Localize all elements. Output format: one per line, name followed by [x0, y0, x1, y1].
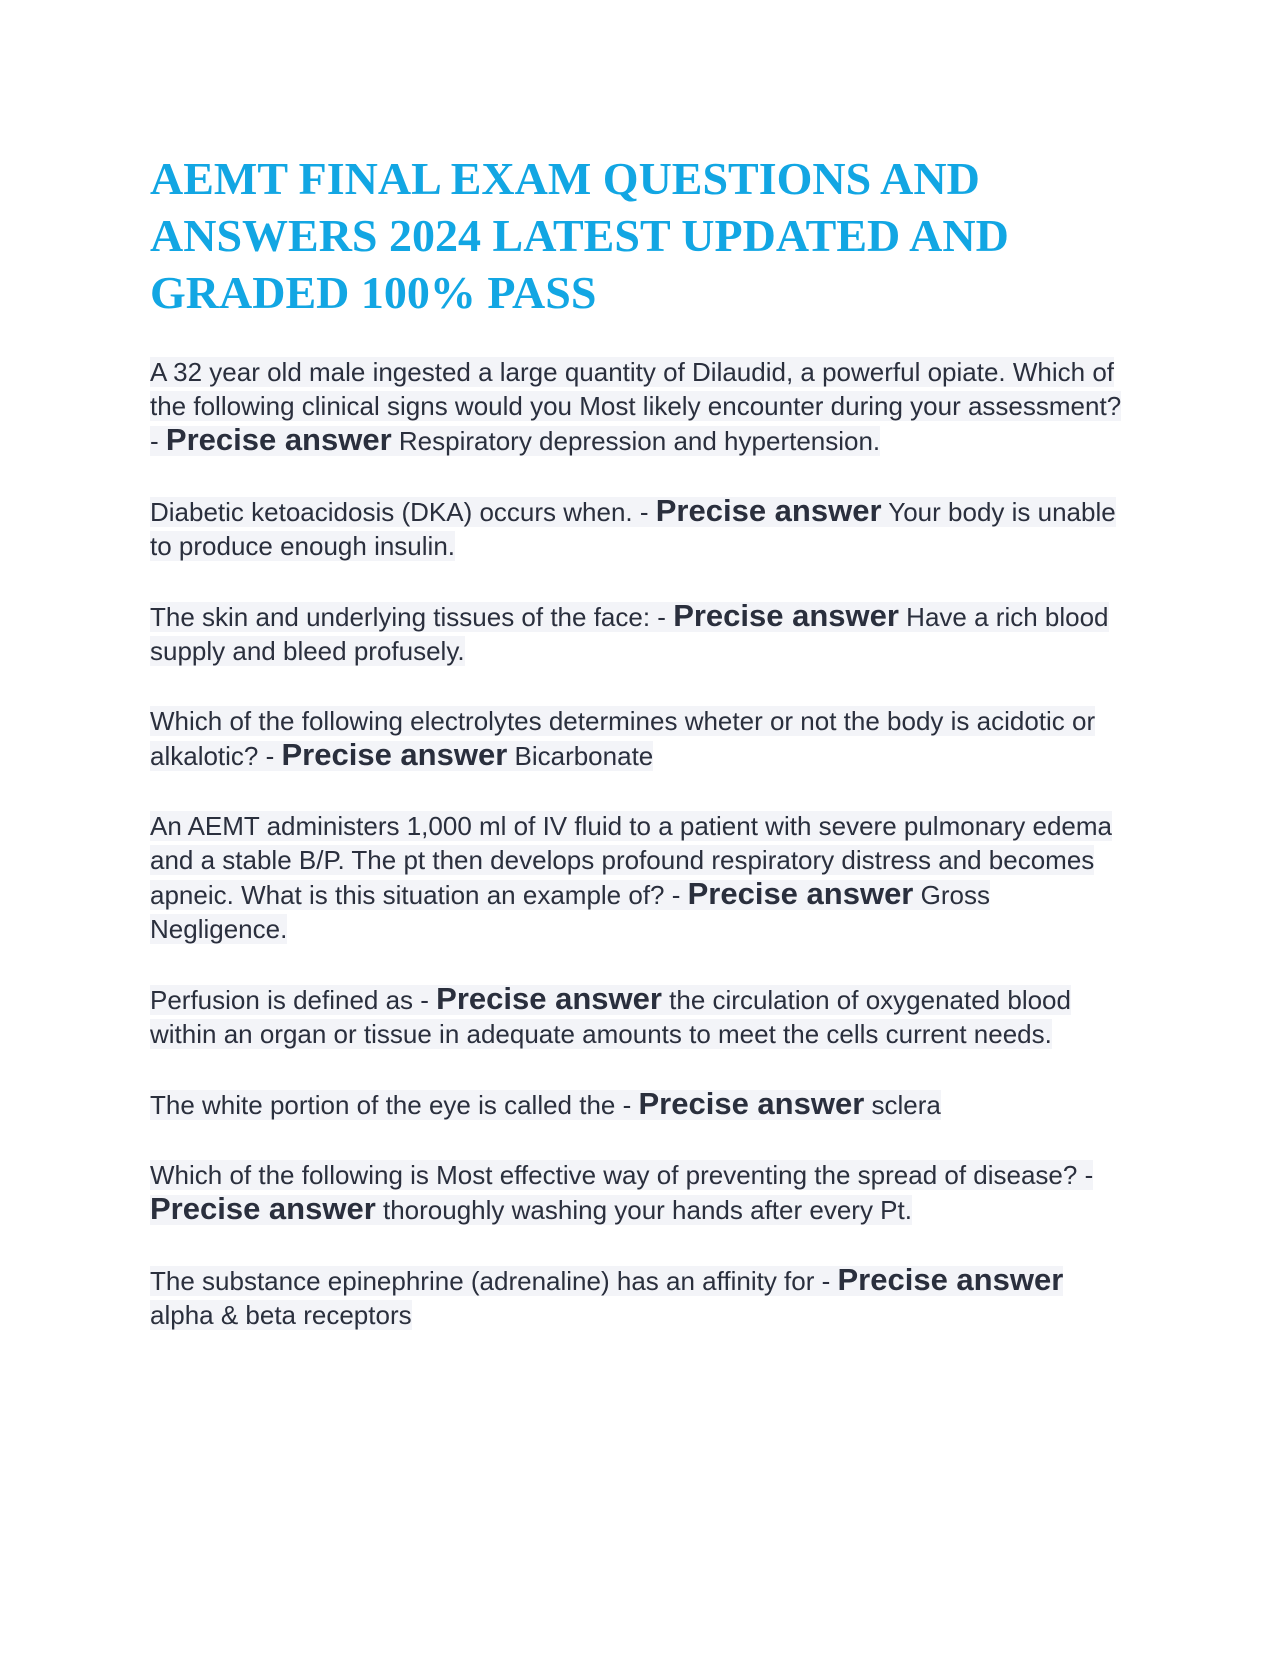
question-text: An AEMT administers 1,000 ml of IV fluid to a patient with severe pulmonary edema and a stable B/P. The pt then develops profound respiratory distress and becomes apneic. What is this situation an example of? - — [150, 811, 1112, 910]
qa-text — [150, 811, 1112, 944]
answer-text: Respiratory depression and hypertension. — [391, 426, 881, 456]
answer-text: thoroughly washing your hands after every Pt. — [375, 1195, 912, 1225]
qa-text — [150, 493, 1116, 561]
answer-text: Gross Negligence. — [150, 880, 990, 944]
answer-label: Precise answer — [150, 1191, 376, 1226]
qa-text — [150, 1160, 1093, 1225]
qa-text — [150, 981, 1071, 1049]
qa-item-7 — [150, 1087, 1130, 1122]
question-text: Diabetic ketoacidosis (DKA) occurs when. - — [150, 497, 656, 527]
document-page — [150, 150, 1130, 1368]
answer-label: Precise answer — [638, 1086, 865, 1121]
answer-label: Precise answer — [436, 981, 662, 1016]
answer-label: Precise answer — [281, 737, 508, 772]
question-text: The substance epinephrine (adrenaline) has an affinity for - — [150, 1266, 838, 1296]
question-text: The skin and underlying tissues of the face: - — [150, 602, 674, 632]
answer-text: Have a rich blood supply and bleed profusely. — [150, 602, 1109, 666]
qa-text — [150, 1262, 1064, 1330]
qa-item-4 — [150, 704, 1130, 773]
qa-text — [150, 598, 1109, 666]
qa-text — [150, 706, 1095, 771]
document-title: AEMT FINAL EXAM QUESTIONS AND ANSWERS 2024 LATEST UPDATED AND GRADED 100% PASS — [150, 153, 1009, 318]
qa-item-1 — [150, 355, 1130, 458]
answer-label: Precise answer — [837, 1262, 1064, 1297]
qa-item-9 — [150, 1263, 1130, 1332]
answer-text: the circulation of oxygenated blood within an organ or tissue in adequate amounts to meet the cells current needs. — [150, 985, 1071, 1049]
answer-label: Precise answer — [165, 422, 392, 457]
qa-item-3 — [150, 599, 1130, 668]
answer-text: Bicarbonate — [507, 741, 654, 771]
qa-text — [150, 357, 1121, 456]
qa-item-8 — [150, 1158, 1130, 1227]
question-text: Which of the following electrolytes determines wheter or not the body is acidotic or alkalotic? - — [150, 706, 1096, 771]
qa-item-5 — [150, 809, 1130, 946]
question-text: Which of the following is Most effective way of preventing the spread of disease? - — [150, 1160, 1094, 1190]
question-text: A 32 year old male ingested a large quantity of Dilaudid, a powerful opiate. Which of the following clinical signs would you Most likely encounter during your assessment? - — [150, 357, 1122, 456]
answer-text: Your body is unable to produce enough insulin. — [150, 497, 1116, 561]
qa-item-6 — [150, 982, 1130, 1051]
answer-text: alpha & beta receptors — [150, 1300, 412, 1330]
answer-label: Precise answer — [687, 876, 914, 911]
qa-item-2 — [150, 494, 1130, 563]
qa-text — [150, 1086, 941, 1121]
answer-text: sclera — [864, 1090, 941, 1120]
answer-label: Precise answer — [673, 598, 899, 633]
question-text: The white portion of the eye is called the - — [150, 1090, 639, 1120]
question-text: Perfusion is defined as - — [150, 985, 437, 1015]
answer-label: Precise answer — [655, 493, 882, 528]
